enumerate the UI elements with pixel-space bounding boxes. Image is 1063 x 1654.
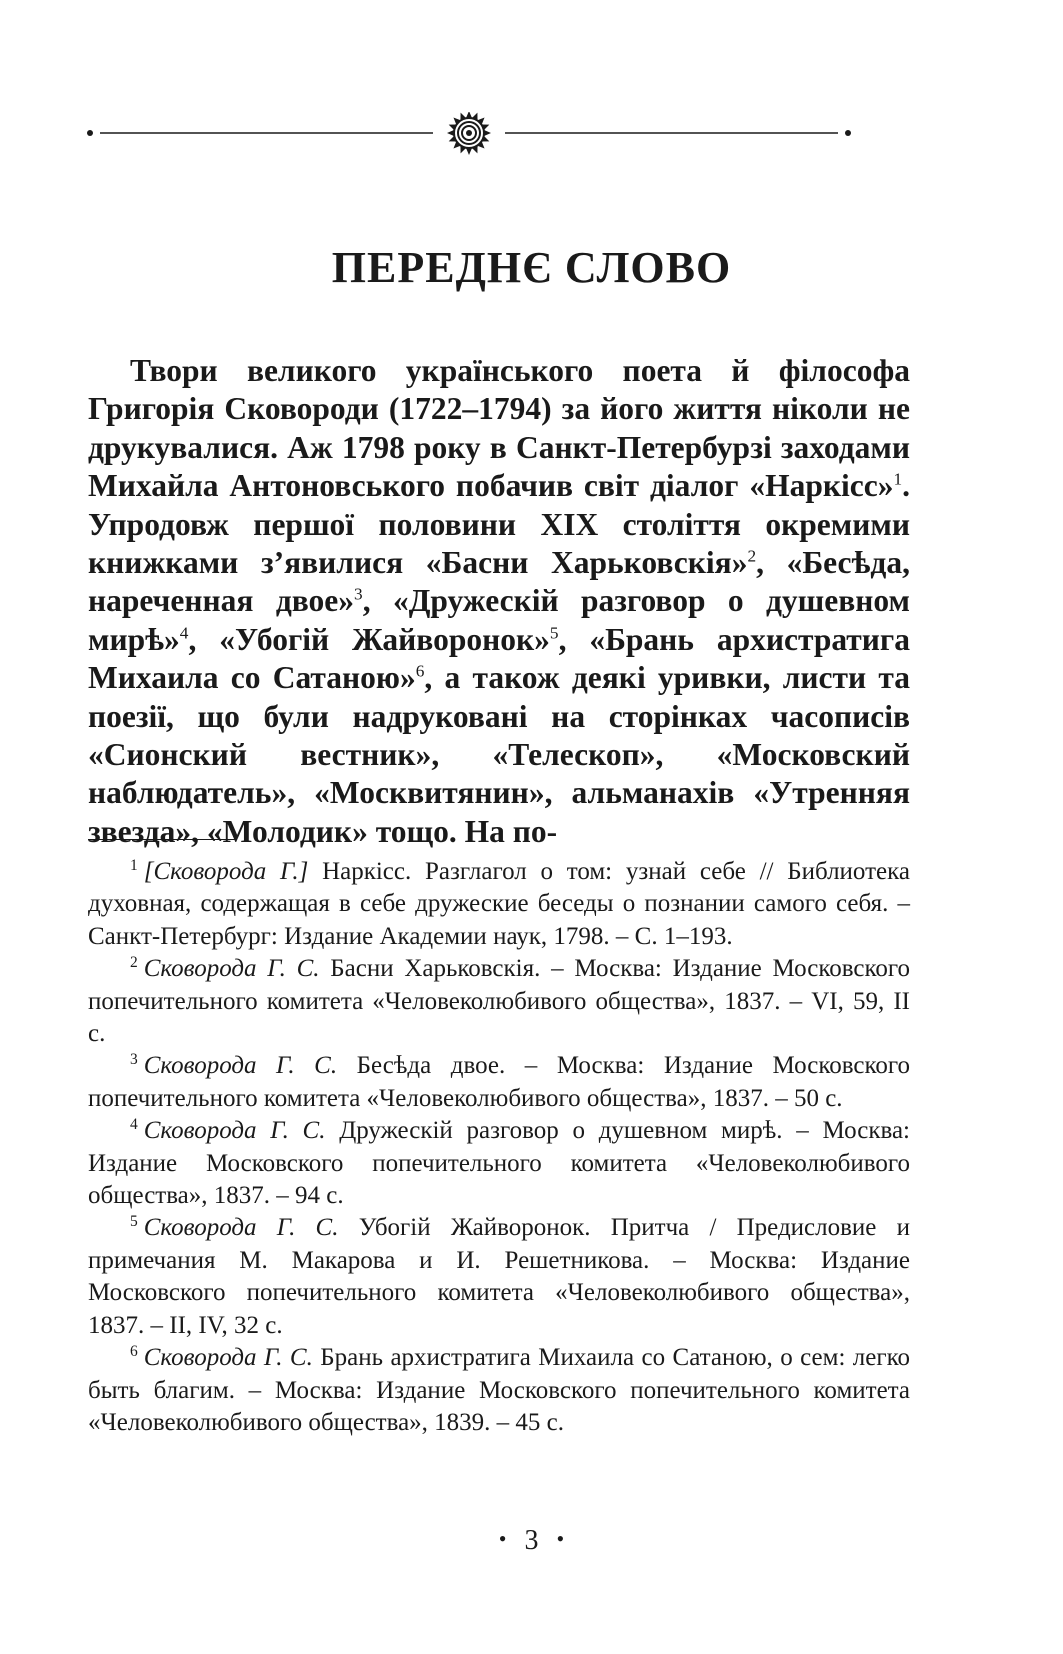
footnotes bbox=[88, 856, 910, 1439]
footnote-number: 3 bbox=[130, 1051, 138, 1069]
footnote-text: Убогій Жайворонок. Притча / Предисловие и примечания М. Макарова и И. Решетникова. – Москва: Издание Московского попечительного комитета «Человеколюбивого общества», 1837. – II, IV, 32 с. bbox=[88, 1214, 910, 1339]
paragraph-text: , «Брань архистратига Михаила со Сатаною» bbox=[88, 621, 910, 696]
footnote-text: Брань архистратига Михаила со Сатаною, о сем: легко быть благим. – Москва: Издание Московского попечительного комитета «Человеколюбивого общества», 1839. – 45 с. bbox=[88, 1344, 911, 1436]
footnote-ref: 2 bbox=[747, 546, 757, 566]
footnote-ref: 3 bbox=[354, 584, 363, 604]
footnote-ref: 6 bbox=[415, 661, 425, 681]
page-dot-left: • bbox=[498, 1526, 507, 1551]
footnote-number: 4 bbox=[130, 1115, 138, 1133]
footnote-number: 2 bbox=[130, 953, 138, 971]
footnote-author: Сковорода Г. С. bbox=[143, 1117, 326, 1145]
header-ornament bbox=[86, 112, 906, 168]
footnote-ref: 5 bbox=[549, 623, 559, 643]
page-number-footer bbox=[0, 1525, 1063, 1557]
footnote-number: 1 bbox=[130, 856, 138, 874]
footnote-ref: 1 bbox=[893, 469, 903, 489]
footnote-divider bbox=[88, 839, 236, 840]
paragraph-text: . Упродовж першої половини XIX століття окремими книжками з’явилися «Басни Харьковскія» bbox=[88, 468, 910, 581]
footnote-text: Басни Харьковскія. – Москва: Издание Московского попечительного комитета «Человеколюбивого общества», 1837. – VI, 59, II с. bbox=[88, 955, 910, 1048]
footnote-author: Сковорода Г. С. bbox=[143, 1214, 339, 1242]
paragraph-text: , «Бесѣда, нареченная двое» bbox=[88, 545, 910, 619]
footnote-item bbox=[88, 1342, 910, 1439]
footnote-text: Дружескій разговор о душевном мирѣ. – Москва: Издание Московского попечительного комитета «Человеколюбивого общества», 1837. – 94 с. bbox=[88, 1117, 910, 1210]
page-number: 3 bbox=[524, 1525, 539, 1556]
paragraph-text: , «Убогій Жайворонок» bbox=[188, 621, 550, 657]
page-dot-right: • bbox=[556, 1526, 565, 1551]
sun-rosette-icon bbox=[447, 112, 491, 155]
paragraph-text: Твори великого українського поета й філософа Григорія Сковороди (1722–1794) за його життя ніколи не друкувалися. Аж 1798 року в Санкт-Петербурзі заходами Михайла Антоновського побачив світ діалог «Наркісс» bbox=[88, 353, 910, 504]
ornament-dot-right bbox=[845, 130, 851, 136]
footnote-author: Сковорода Г. С. bbox=[143, 1052, 338, 1080]
ornament-dot-left bbox=[87, 130, 93, 136]
paragraph-text: , «Дружескій разговор о душевном мирѣ» bbox=[88, 583, 911, 657]
footnote-ref: 4 bbox=[179, 623, 189, 643]
footnote-number: 6 bbox=[130, 1342, 138, 1360]
footnote-item bbox=[88, 1050, 910, 1115]
footnote-text: Бесѣда двое. – Москва: Издание Московского попечительного комитета «Человеколюбивого общества», 1837. – 50 с. bbox=[88, 1052, 910, 1112]
footnote-number: 5 bbox=[130, 1213, 138, 1231]
intro-paragraph bbox=[88, 352, 910, 851]
page-title: ПЕРЕДНЄ СЛОВО bbox=[331, 243, 732, 292]
footnote-item bbox=[88, 1212, 910, 1342]
footnote-item bbox=[88, 856, 910, 953]
footnote-item bbox=[88, 953, 910, 1050]
paragraph-text: , а також деякі уривки, листи та поезії, що були надруковані на сторінках часописів «Сионский вестник», «Телескоп», «Московский наблюдатель», «Москвитянин», альманахів «Утренняя звезда», «Молодик» тощо. На по- bbox=[88, 660, 910, 849]
footnote-author: Сковорода Г. С. bbox=[143, 955, 320, 983]
footnote-author: Сковорода Г. С. bbox=[143, 1344, 313, 1372]
footnote-author: [Сковорода Г.] bbox=[143, 858, 309, 885]
footnote-text: Наркісс. Разглагол о том: узнай себе // Библиотека духовная, содержащая в себе дружеские беседы о познании самого себя. – Санкт-Петербург: Издание Академии наук, 1798. – С. 1–193. bbox=[88, 858, 910, 950]
footnote-item bbox=[88, 1115, 910, 1212]
